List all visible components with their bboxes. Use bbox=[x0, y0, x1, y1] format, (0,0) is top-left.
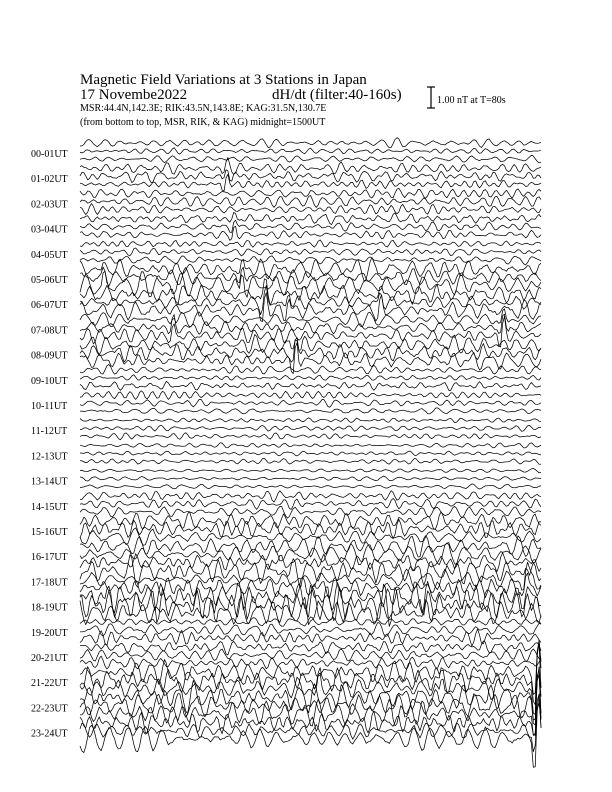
trace-kag-hour-10 bbox=[80, 391, 541, 400]
chart-title: Magnetic Field Variations at 3 Stations in Japan bbox=[80, 72, 367, 88]
hour-label: 05-06UT bbox=[31, 275, 68, 286]
hour-label: 10-11UT bbox=[31, 401, 68, 412]
trace-msr-hour-12 bbox=[80, 458, 541, 464]
hour-label: 15-16UT bbox=[31, 527, 68, 538]
trace-msr-hour-0 bbox=[80, 155, 541, 163]
trace-rik-hour-4 bbox=[80, 248, 541, 256]
hour-label: 13-14UT bbox=[31, 476, 68, 488]
filter-label: dH/dt (filter:40-160s) bbox=[272, 87, 402, 103]
trace-rik-hour-14 bbox=[80, 498, 541, 509]
trace-msr-hour-16 bbox=[80, 553, 541, 572]
trace-msr-hour-10 bbox=[80, 408, 541, 414]
trace-kag-hour-17 bbox=[80, 555, 541, 587]
trace-kag-hour-3 bbox=[80, 212, 541, 224]
trace-kag-hour-1 bbox=[80, 158, 541, 175]
trace-rik-hour-12 bbox=[80, 451, 541, 456]
hour-label: 16-17UT bbox=[31, 552, 68, 564]
trace-rik-hour-11 bbox=[80, 425, 541, 431]
hour-label: 03-04UT bbox=[31, 224, 68, 236]
trace-rik-hour-22 bbox=[80, 674, 541, 725]
hour-label: 19-20UT bbox=[31, 627, 68, 639]
trace-rik-hour-7 bbox=[80, 314, 541, 334]
trace-kag-hour-0 bbox=[80, 138, 541, 148]
scale-bar-label: 1.00 nT at T=80s bbox=[437, 95, 506, 106]
trace-kag-hour-6 bbox=[80, 279, 541, 306]
hour-label: 11-12UT bbox=[31, 426, 68, 438]
trace-kag-hour-4 bbox=[80, 240, 541, 247]
hour-label: 09-10UT bbox=[31, 375, 68, 387]
trace-msr-hour-20 bbox=[80, 656, 541, 669]
trace-rik-hour-16 bbox=[80, 543, 541, 564]
trace-rik-hour-3 bbox=[80, 220, 541, 232]
trace-kag-hour-18 bbox=[80, 581, 541, 613]
hour-label: 02-03UT bbox=[31, 199, 68, 211]
trace-rik-hour-9 bbox=[80, 375, 541, 381]
hour-label: 01-02UT bbox=[31, 174, 68, 186]
trace-rik-hour-19 bbox=[80, 623, 541, 637]
trace-rik-hour-20 bbox=[80, 649, 541, 661]
hour-label: 12-13UT bbox=[31, 451, 68, 463]
trace-kag-hour-12 bbox=[80, 443, 541, 448]
trace-kag-hour-9 bbox=[80, 364, 541, 374]
trace-kag-hour-11 bbox=[80, 418, 541, 423]
hour-label: 17-18UT bbox=[31, 577, 68, 589]
trace-kag-hour-2 bbox=[80, 188, 541, 198]
hour-label: 22-23UT bbox=[31, 703, 68, 715]
hour-label: 00-01UT bbox=[31, 149, 68, 160]
trace-msr-hour-1 bbox=[80, 174, 541, 191]
trace-msr-hour-4 bbox=[80, 256, 541, 265]
chart-date: 17 Novembe2022 bbox=[80, 87, 188, 103]
trace-rik-hour-0 bbox=[80, 148, 541, 154]
hour-label: 20-21UT bbox=[31, 653, 68, 664]
hour-label: 14-15UT bbox=[31, 501, 68, 513]
trace-rik-hour-10 bbox=[80, 399, 541, 407]
hour-label: 07-08UT bbox=[31, 325, 68, 337]
trace-msr-hour-9 bbox=[80, 381, 541, 390]
trace-msr-hour-13 bbox=[80, 484, 541, 489]
trace-kag-hour-14 bbox=[80, 491, 541, 502]
hour-label: 04-05UT bbox=[31, 249, 68, 261]
trace-msr-hour-3 bbox=[80, 226, 541, 240]
trace-msr-hour-2 bbox=[80, 204, 541, 215]
hour-labels bbox=[31, 149, 68, 740]
trace-msr-hour-11 bbox=[80, 433, 541, 440]
trace-kag-hour-16 bbox=[80, 536, 541, 557]
hour-label: 06-07UT bbox=[31, 300, 68, 312]
trace-kag-hour-8 bbox=[80, 335, 541, 355]
trace-kag-hour-20 bbox=[80, 641, 541, 655]
hour-label: 08-09UT bbox=[31, 350, 68, 362]
station-coordinates: MSR:44.4N,142.3E; RIK:43.5N,143.8E; KAG:31.5N,130.7E bbox=[80, 103, 327, 114]
trace-kag-hour-5 bbox=[80, 258, 541, 282]
hour-label: 18-19UT bbox=[31, 602, 68, 614]
scale-bar bbox=[427, 87, 435, 108]
trace-rik-hour-1 bbox=[80, 170, 541, 183]
station-order-note: (from bottom to top, MSR, RIK, & KAG) midnight=1500UT bbox=[80, 117, 326, 128]
hour-label: 21-22UT bbox=[31, 678, 68, 690]
trace-kag-hour-13 bbox=[80, 469, 541, 473]
trace-rik-hour-13 bbox=[80, 476, 541, 481]
traces bbox=[80, 138, 541, 768]
trace-kag-hour-21 bbox=[80, 640, 541, 694]
hour-label: 23-24UT bbox=[31, 728, 68, 740]
